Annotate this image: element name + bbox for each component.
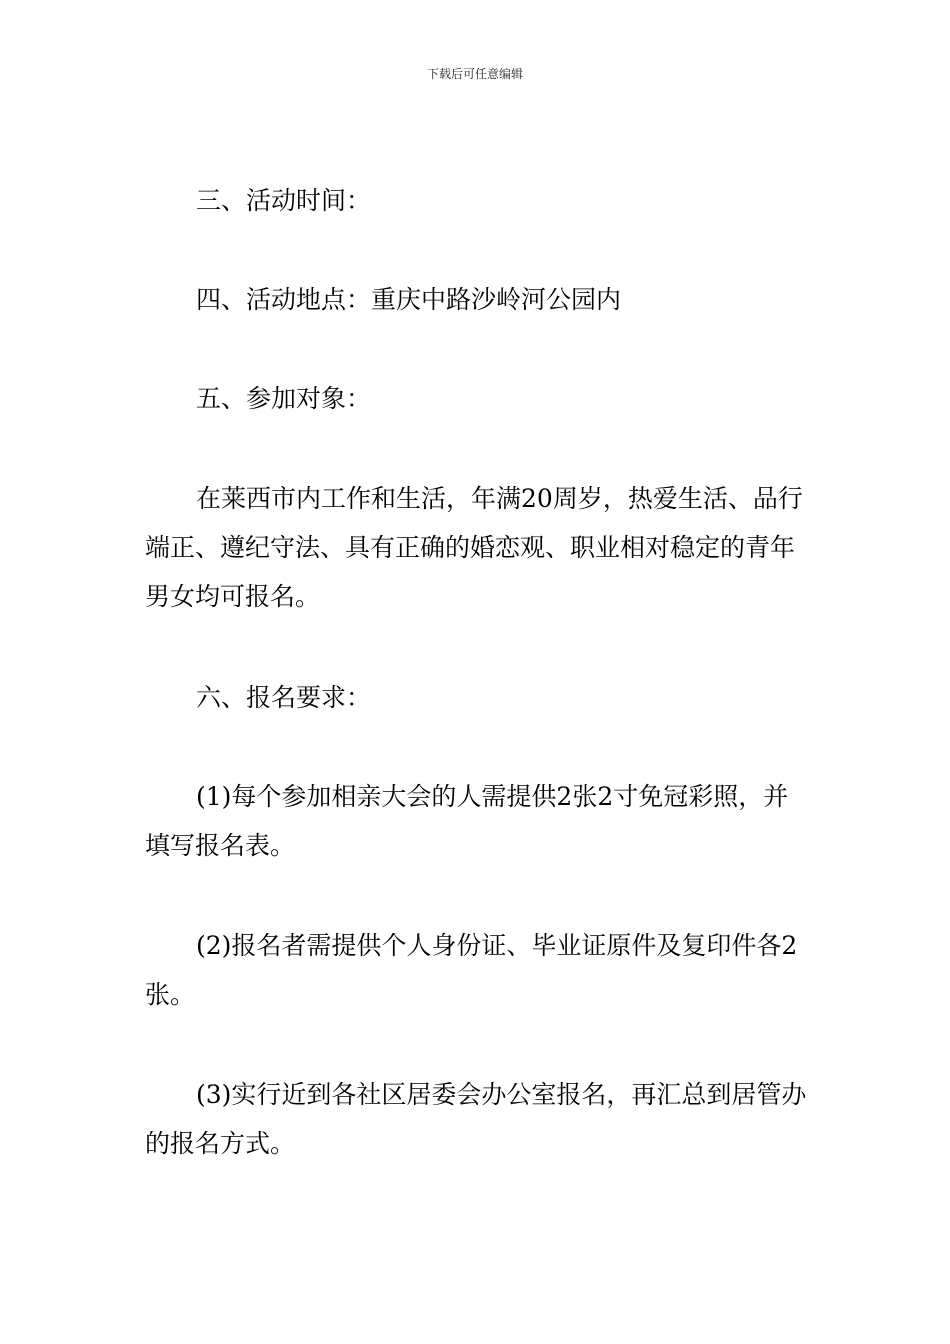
requirement-1-text: (1)每个参加相亲大会的人需提供2张2寸免冠彩照，并填写报名表。	[145, 782, 789, 860]
section-3-heading: 三、活动时间：	[196, 186, 372, 215]
requirement-2-text: (2)报名者需提供个人身份证、毕业证原件及复印件各2张。	[145, 931, 798, 1009]
eligibility-paragraph: 在莱西市内工作和生活，年满20周岁，热爱生活、品行端正、遵纪守法、具有正确的婚恋观、职业相对稳定的青年男女均可报名。	[145, 484, 803, 611]
section-4-heading: 四、活动地点：重庆中路沙岭河公园内	[196, 285, 622, 314]
section-6-heading: 六、报名要求：	[196, 683, 372, 712]
requirement-3-text: (3)实行近到各社区居委会办公室报名，再汇总到居管办的报名方式。	[145, 1080, 807, 1158]
requirement-2	[145, 921, 810, 1019]
requirement-3	[145, 1070, 810, 1168]
section-5-body	[145, 474, 810, 621]
section-5-heading: 五、参加对象：	[196, 384, 372, 413]
page-header: 下载后可任意编辑	[426, 67, 523, 81]
requirement-1	[145, 772, 810, 870]
